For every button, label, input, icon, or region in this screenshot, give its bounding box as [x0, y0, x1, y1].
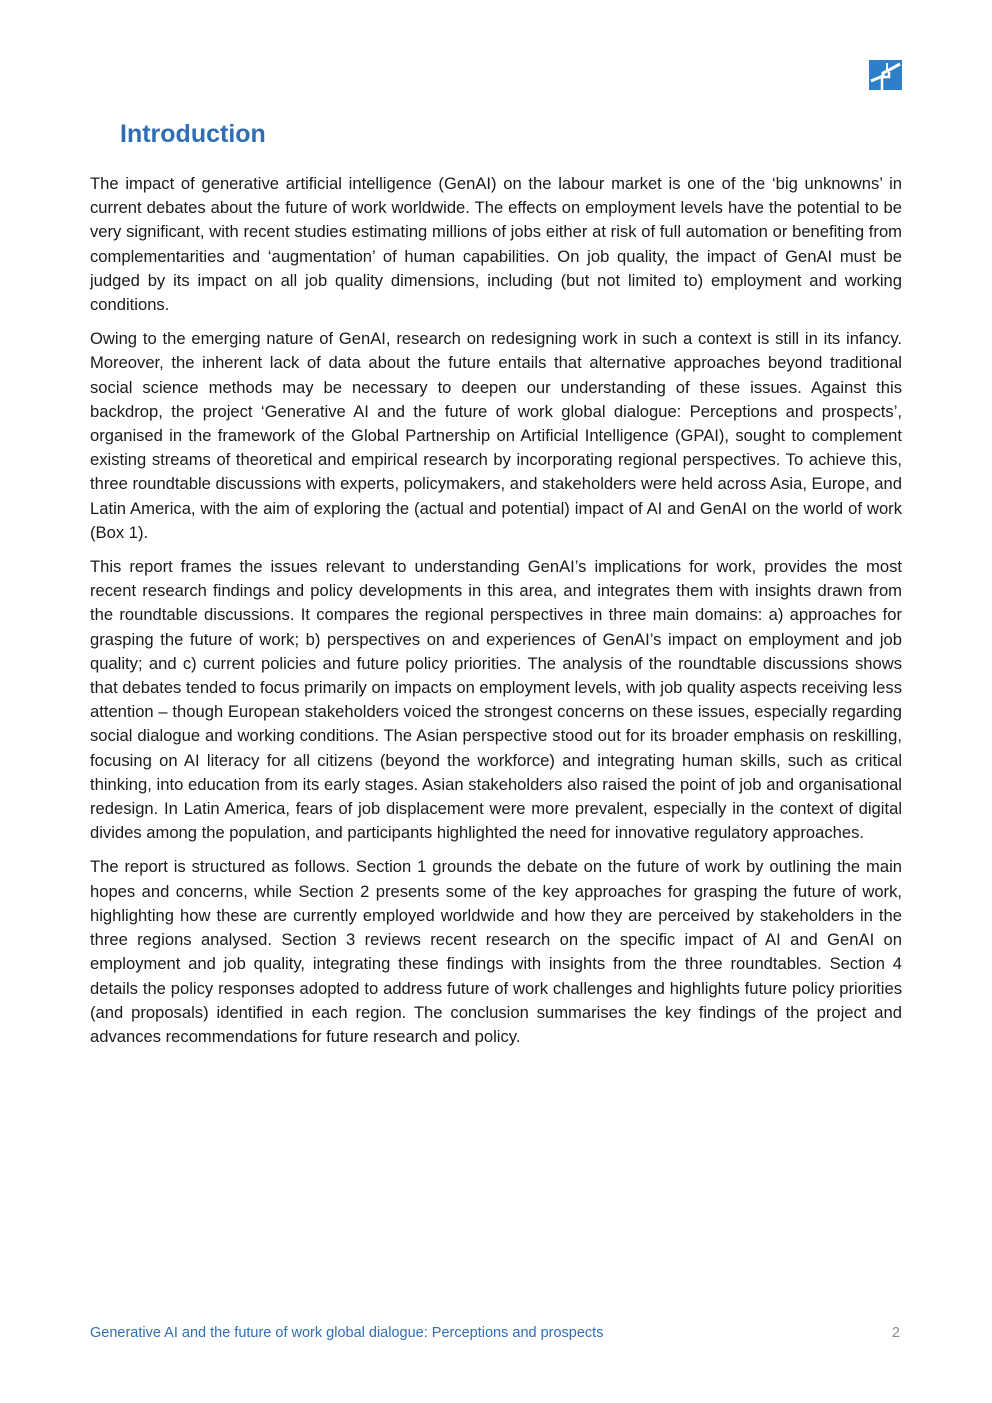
page-number: 2 [891, 1325, 900, 1341]
page-title: Introduction [120, 120, 266, 148]
publisher-logo-icon [869, 60, 902, 90]
paragraph: This report frames the issues relevant to understanding GenAI’s implications for work, provides the most recent research findings and policy developments in this area, and integrates them with insights drawn from the roundtable discussions. It compares the regional perspectives in three main domains: a) approaches for grasping the future of work; b) perspectives on and experiences of GenAI’s impact on employment and job quality; and c) current policies and future policy priorities. The analysis of the roundtable discussions shows that debates tended to focus primarily on impacts on employment levels, with job quality aspects receiving less attention – though European stakeholders voiced the strongest concerns on these issues, especially regarding social dialogue and working conditions. The Asian perspective stood out for its broader emphasis on reskilling, focusing on AI literacy for all citizens (beyond the workforce) and integrating human skills, such as critical thinking, into education from its early stages. Asian stakeholders also raised the point of job and organisational redesign. In Latin America, fears of job displacement were more prevalent, especially in the context of digital divides among the population, and participants highlighted the need for innovative regulatory approaches. [90, 557, 902, 843]
footer-document-title: Generative AI and the future of work global dialogue: Perceptions and prospects [90, 1325, 604, 1341]
paragraph: The impact of generative artificial intelligence (GenAI) on the labour market is one of the ‘big unknowns’ in current debates about the future of work worldwide. The effects on employment levels have the potential to be very significant, with recent studies estimating millions of jobs either at risk of full automation or benefiting from complementarities and ‘augmentation’ of human capabilities. On job quality, the impact of GenAI must be judged by its impact on all job quality dimensions, including (but not limited to) employment and working conditions. [90, 174, 902, 315]
paragraph: The report is structured as follows. Section 1 grounds the debate on the future of work by outlining the main hopes and concerns, while Section 2 presents some of the key approaches for grasping the future of work, highlighting how these are currently employed worldwide and how they are perceived by stakeholders in the three regions analysed. Section 3 reviews recent research on the specific impact of AI and GenAI on employment and job quality, integrating these findings with insights from the three roundtables. Section 4 details the policy responses adopted to address future of work challenges and highlights future policy priorities (and proposals) identified in each region. The conclusion summarises the key findings of the project and advances recommendations for future research and policy. [90, 857, 902, 1046]
body-text [90, 172, 902, 1059]
paragraph: Owing to the emerging nature of GenAI, research on redesigning work in such a context is still in its infancy. Moreover, the inherent lack of data about the future entails that alternative approaches beyond traditional social science methods may be necessary to deepen our understanding of these issues. Against this backdrop, the project ‘Generative AI and the future of work global dialogue: Perceptions and prospects’, organised in the framework of the Global Partnership on Artificial Intelligence (GPAI), sought to complement existing streams of theoretical and empirical research by incorporating regional perspectives. To achieve this, three roundtable discussions with experts, policymakers, and stakeholders were held across Asia, Europe, and Latin America, with the aim of exploring the (actual and potential) impact of AI and GenAI on the world of work (Box 1). [90, 329, 902, 542]
